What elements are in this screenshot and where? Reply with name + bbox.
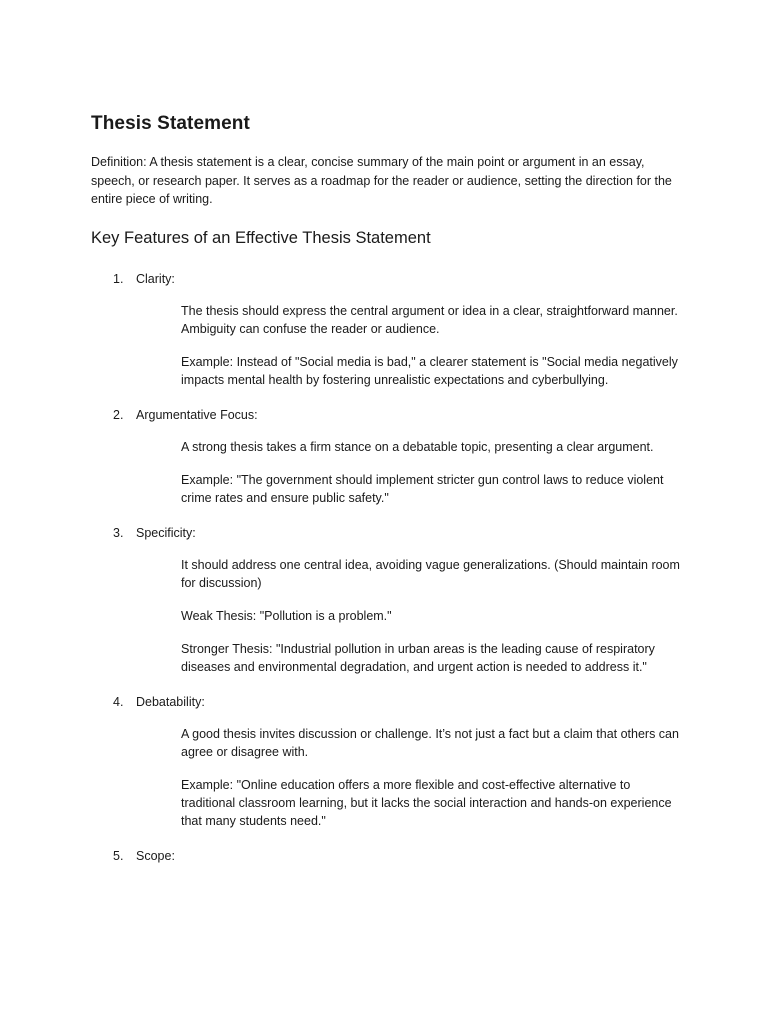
feature-example: Example: "Online education offers a more flexible and cost-effective alternative to traditional classroom learning, but it lacks the social interaction and hands-on experience that many students need." bbox=[181, 777, 672, 828]
feature-paragraph: A strong thesis takes a firm stance on a debatable topic, presenting a clear argument. bbox=[181, 439, 654, 454]
feature-label: Clarity: bbox=[136, 271, 175, 286]
feature-item-argumentative-focus bbox=[91, 406, 681, 507]
definition-paragraph: Definition: A thesis statement is a clear, concise summary of the main point or argument in an essay, speech, or research paper. It serves as a roadmap for the reader or audience, setting the direction for the entire piece of writing. bbox=[91, 155, 672, 206]
feature-label: Specificity: bbox=[136, 525, 196, 540]
feature-paragraph: A good thesis invites discussion or challenge. It’s not just a fact but a claim that others can agree or disagree with. bbox=[181, 726, 679, 759]
section-heading: Key Features of an Effective Thesis Statement bbox=[91, 228, 431, 247]
feature-label: Argumentative Focus: bbox=[136, 407, 258, 422]
document-content bbox=[91, 112, 681, 882]
feature-item-clarity bbox=[91, 270, 681, 389]
feature-stronger-thesis: Stronger Thesis: "Industrial pollution in urban areas is the leading cause of respiratory diseases and environmental degradation, and urgent action is needed to address it." bbox=[181, 641, 655, 674]
feature-item-scope bbox=[91, 847, 681, 865]
feature-number: 4. bbox=[113, 694, 124, 709]
feature-item-debatability bbox=[91, 693, 681, 830]
feature-weak-thesis: Weak Thesis: "Pollution is a problem." bbox=[181, 608, 392, 623]
feature-example: Example: "The government should implement stricter gun control laws to reduce violent crime rates and ensure public safety." bbox=[181, 472, 664, 505]
feature-heading bbox=[91, 524, 681, 542]
feature-number: 2. bbox=[113, 407, 124, 422]
feature-example: Example: Instead of "Social media is bad," a clearer statement is "Social media negatively impacts mental health by fostering unrealistic expectations and cyberbullying. bbox=[181, 354, 678, 387]
feature-heading bbox=[91, 693, 681, 711]
feature-heading bbox=[91, 847, 681, 865]
feature-paragraph: The thesis should express the central argument or idea in a clear, straightforward manner. Ambiguity can confuse the reader or audience. bbox=[181, 303, 678, 336]
page-title: Thesis Statement bbox=[91, 113, 250, 134]
feature-number: 1. bbox=[113, 271, 124, 286]
feature-heading bbox=[91, 406, 681, 424]
feature-list bbox=[91, 270, 681, 865]
feature-label: Debatability: bbox=[136, 694, 205, 709]
feature-item-specificity bbox=[91, 524, 681, 676]
feature-number: 5. bbox=[113, 848, 124, 863]
feature-heading bbox=[91, 270, 681, 288]
feature-number: 3. bbox=[113, 525, 124, 540]
feature-paragraph: It should address one central idea, avoiding vague generalizations. (Should maintain room for discussion) bbox=[181, 557, 680, 590]
feature-label: Scope: bbox=[136, 848, 175, 863]
